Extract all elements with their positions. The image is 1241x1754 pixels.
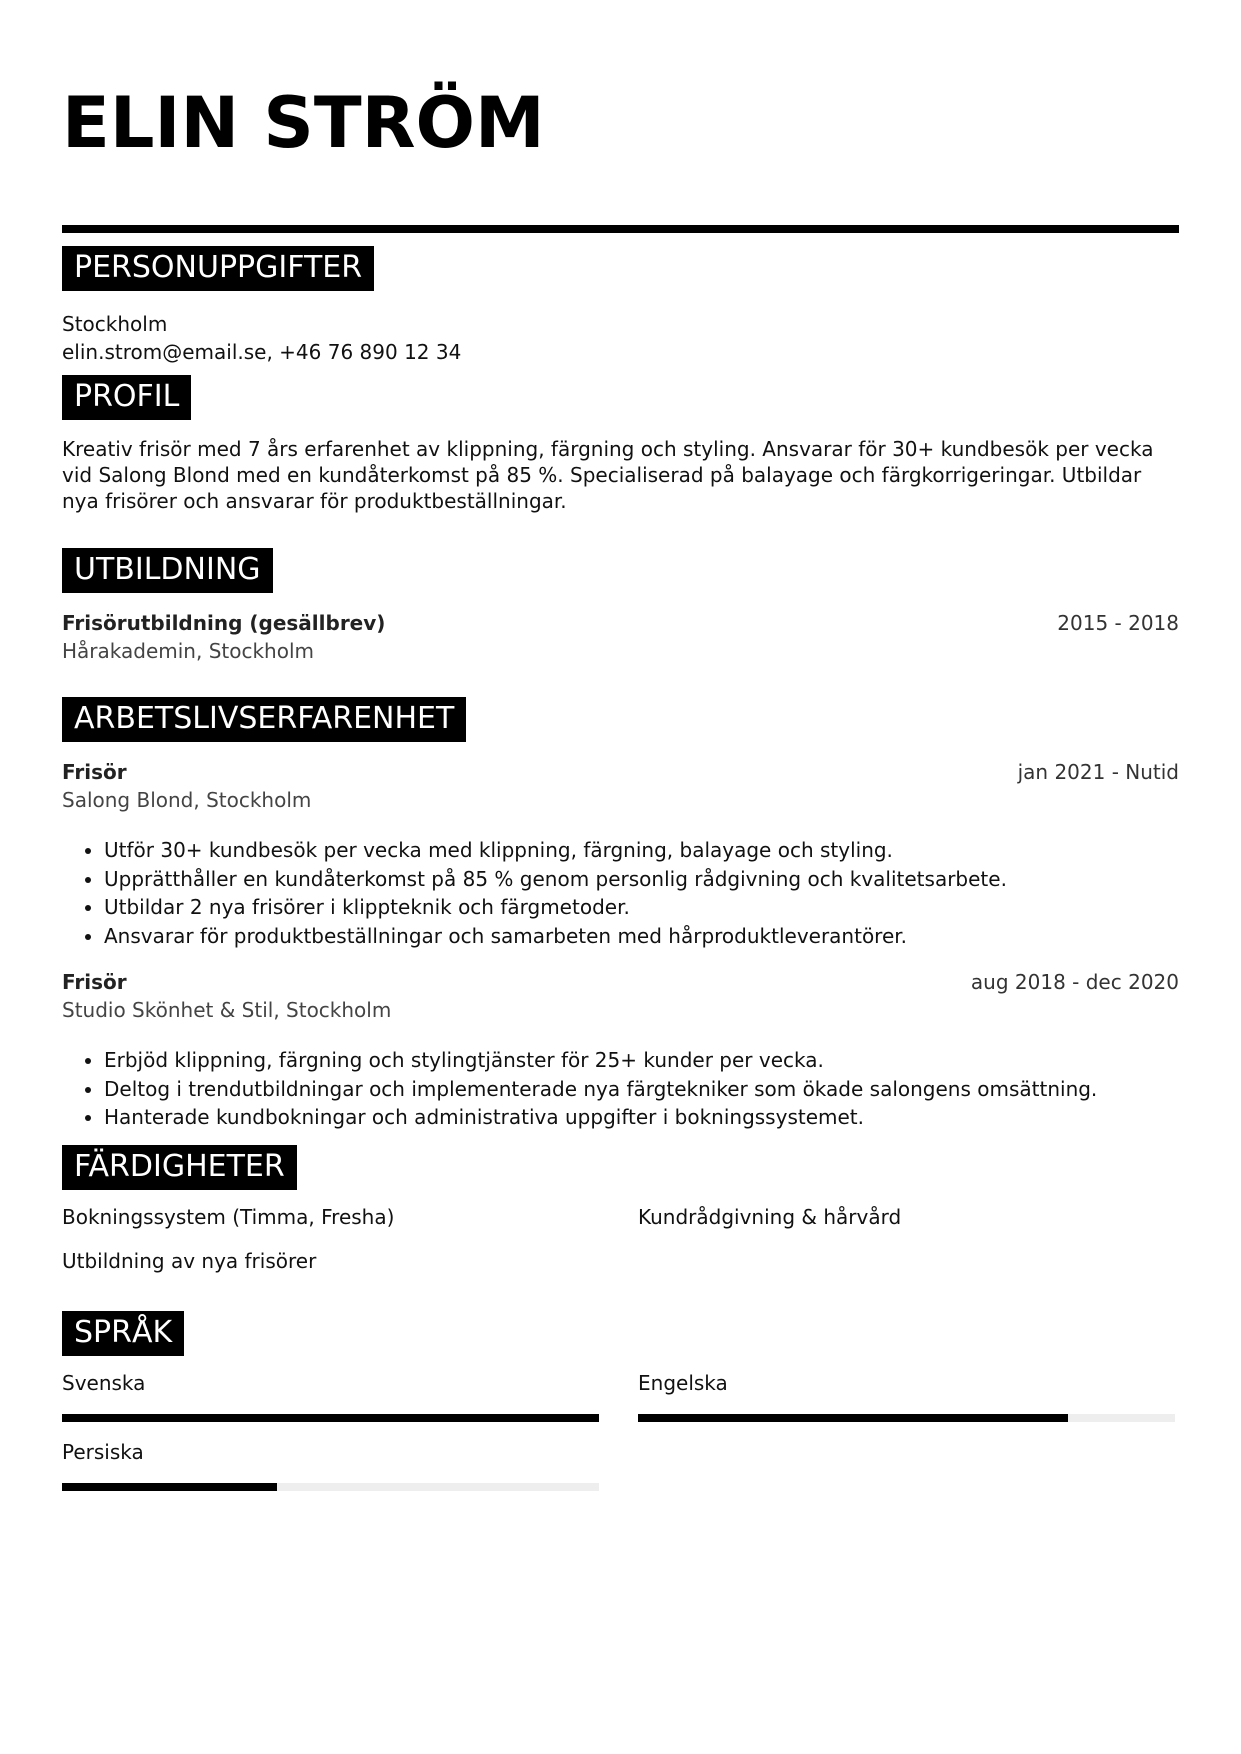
skills-section <box>62 1145 1179 1285</box>
list-item: • Upprätthåller en kundåterkomst på 85 % genom personlig rådgivning och kvalitetsarbete. <box>104 865 1179 894</box>
job-bullets <box>62 836 1179 950</box>
personal-city: Stockholm <box>62 312 168 336</box>
experience-entry <box>62 758 1179 950</box>
personal-section <box>62 246 1179 366</box>
profile-section <box>62 375 1179 514</box>
language-name: Svenska <box>62 1371 146 1395</box>
personal-heading: PERSONUPPGIFTER <box>62 246 374 291</box>
experience-heading: ARBETSLIVSERFARENHET <box>62 697 466 742</box>
language-item <box>62 1438 599 1491</box>
education-dates: 2015 - 2018 <box>1057 611 1179 635</box>
candidate-name: ELIN STRÖM <box>62 82 545 164</box>
languages-heading: SPRÅK <box>62 1311 184 1356</box>
experience-section <box>62 697 1179 1132</box>
language-level-fill <box>638 1414 1068 1422</box>
profile-text: Kreativ frisör med 7 års erfarenhet av klippning, färgning och styling. Ansvarar för 30+ kundbesök per vecka vid Salong Blond med en kundåterkomst på 85 %. Specialiserad på balayage och färgkorrigeringar. Utbildar nya frisörer och ansvarar för produktbeställningar. <box>62 437 1154 513</box>
job-title: Frisör <box>62 760 127 784</box>
experience-entry <box>62 968 1179 1132</box>
personal-contact: elin.strom@email.se, +46 76 890 12 34 <box>62 340 462 364</box>
job-dates: jan 2021 - Nutid <box>1017 760 1179 784</box>
list-item: • Utför 30+ kundbesök per vecka med klippning, färgning, balayage och styling. <box>104 836 1179 865</box>
list-item: • Ansvarar för produktbeställningar och samarbeten med hårproduktleverantörer. <box>104 922 1179 951</box>
education-entry <box>62 609 1179 665</box>
list-item: • Hanterade kundbokningar och administrativa uppgifter i bokningssystemet. <box>104 1103 1179 1132</box>
education-section <box>62 548 1179 665</box>
language-level-track <box>62 1414 599 1422</box>
education-place: Hårakademin, Stockholm <box>62 639 314 663</box>
job-employer: Salong Blond, Stockholm <box>62 788 312 812</box>
list-item: • Deltog i trendutbildningar och implementerade nya färgtekniker som ökade salongens omsättning. <box>104 1075 1179 1104</box>
language-level-track <box>638 1414 1175 1422</box>
language-level-fill <box>62 1414 599 1422</box>
skills-heading: FÄRDIGHETER <box>62 1145 297 1190</box>
language-name: Engelska <box>638 1371 728 1395</box>
language-level-fill <box>62 1483 277 1491</box>
list-item: • Erbjöd klippning, färgning och stylingtjänster för 25+ kunder per vecka. <box>104 1046 1179 1075</box>
job-bullets <box>62 1046 1179 1132</box>
header-divider <box>62 225 1179 233</box>
list-item: • Utbildar 2 nya frisörer i klippteknik och färgmetoder. <box>104 893 1179 922</box>
skill-item: Kundrådgivning & hårvård <box>638 1205 902 1229</box>
profile-heading: PROFIL <box>62 375 191 420</box>
skill-item: Utbildning av nya frisörer <box>62 1249 317 1273</box>
languages-section <box>62 1311 1179 1501</box>
job-employer: Studio Skönhet & Stil, Stockholm <box>62 998 392 1022</box>
language-level-track <box>62 1483 599 1491</box>
language-item <box>62 1369 599 1422</box>
language-item <box>638 1369 1175 1422</box>
education-title: Frisörutbildning (gesällbrev) <box>62 611 386 635</box>
education-heading: UTBILDNING <box>62 548 273 593</box>
skill-item: Bokningssystem (Timma, Fresha) <box>62 1205 395 1229</box>
job-dates: aug 2018 - dec 2020 <box>970 970 1179 994</box>
language-name: Persiska <box>62 1440 144 1464</box>
job-title: Frisör <box>62 970 127 994</box>
